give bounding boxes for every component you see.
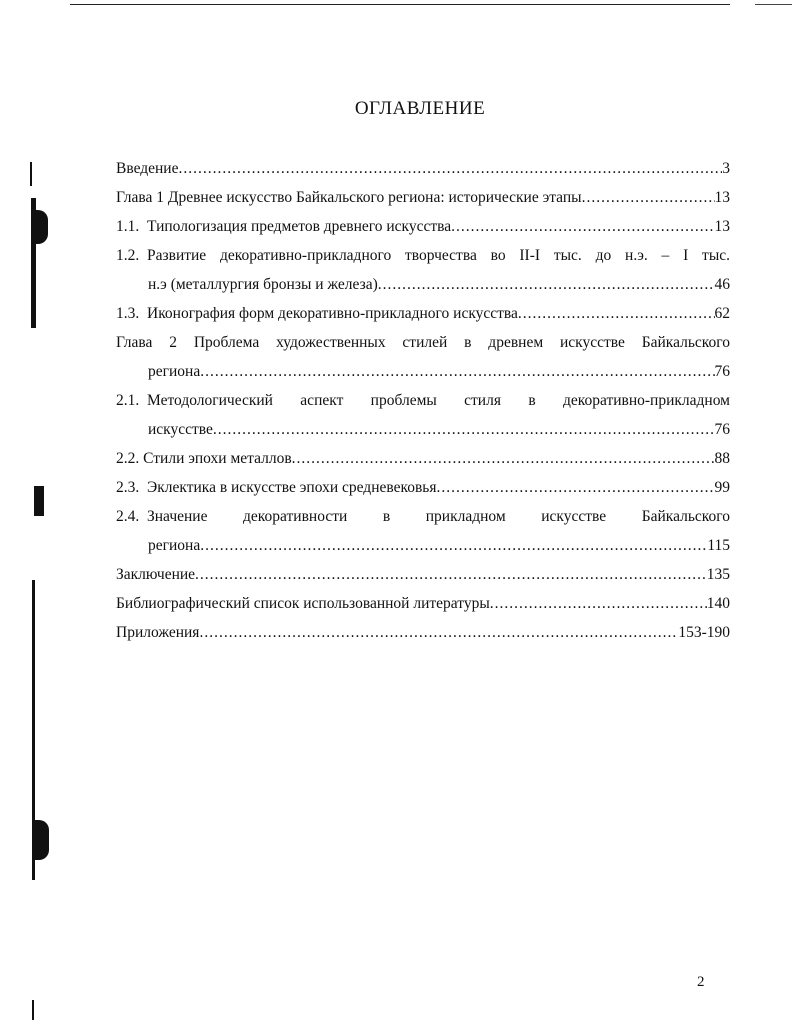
toc-entry-2-4-line1 [116, 502, 730, 531]
toc-entry-page: 135 [706, 566, 730, 583]
toc-entry-number: 1.3. [116, 305, 140, 322]
page-number: 2 [697, 974, 705, 990]
toc-entry-2-4-line2 [116, 531, 730, 560]
toc-entry-page: 140 [706, 595, 730, 612]
toc-entry-2-2 [116, 444, 730, 473]
toc-entry-conclusion [116, 560, 730, 589]
toc-entry-number: 2.2. [116, 450, 140, 467]
toc-entry-page: 88 [714, 450, 730, 467]
toc-entry-label: региона [148, 537, 201, 554]
toc-entry-number: 2.4. [116, 508, 140, 525]
scan-edge-mark [32, 1000, 34, 1020]
toc-entry-page: 99 [714, 479, 730, 496]
toc-entry-label: Иконография форм декоративно-прикладного искусства [147, 305, 518, 322]
toc-dot-leader [200, 357, 714, 386]
toc-dot-leader [292, 444, 715, 473]
toc-entry-number: 1.1. [116, 218, 140, 235]
toc-entry-label: искусстве [148, 421, 213, 438]
toc-entry-label: Эклектика в искусстве эпохи средневековья [147, 479, 437, 496]
toc-entry-introduction [116, 154, 730, 183]
toc-entry-page: 115 [707, 537, 730, 554]
toc-entry-label: Значение декоративности в прикладном искусстве Байкальского [147, 508, 730, 525]
toc-title: ОГЛАВЛЕНИЕ [354, 98, 486, 119]
toc-entry-page: 46 [714, 276, 730, 293]
toc-entry-1-3 [116, 299, 730, 328]
toc-entry-appendices [116, 618, 730, 647]
scan-top-rule-right [755, 4, 792, 5]
toc-entry-page: 62 [714, 305, 730, 322]
scan-edge-mark [34, 486, 44, 516]
toc-dot-leader [178, 154, 722, 183]
table-of-contents [116, 154, 730, 647]
toc-dot-leader [490, 589, 707, 618]
toc-dot-leader [199, 618, 678, 647]
toc-entry-number: 2.3. [116, 479, 140, 496]
toc-entry-label: Стили эпохи металлов [143, 450, 292, 467]
toc-dot-leader [436, 473, 714, 502]
toc-entry-chapter-2-line1 [116, 328, 730, 357]
toc-entry-label: Глава 2 Проблема художественных стилей в древнем искусстве Байкальского [116, 334, 730, 351]
toc-dot-leader [213, 415, 715, 444]
toc-entry-page: 13 [714, 189, 730, 206]
toc-entry-number: 2.1. [116, 392, 140, 409]
toc-entry-label: Методологический аспект проблемы стиля в декоративно-прикладном [147, 392, 730, 409]
toc-entry-label: н.э (металлургия бронзы и железа) [148, 276, 378, 293]
toc-entry-page: 153-190 [678, 624, 730, 641]
toc-dot-leader [195, 560, 707, 589]
scan-edge-mark [35, 820, 49, 860]
toc-dot-leader [518, 299, 715, 328]
toc-entry-1-1 [116, 212, 730, 241]
toc-dot-leader [451, 212, 714, 241]
toc-entry-label: Введение [116, 160, 179, 177]
toc-entry-label: Развитие декоративно-прикладного творчества во II-I тыс. до н.э. – I тыс. [147, 247, 730, 264]
scan-edge-mark [30, 162, 32, 186]
toc-entry-label: Заключение [116, 566, 196, 583]
toc-entry-2-1-line2 [116, 415, 730, 444]
scan-top-rule [70, 4, 730, 5]
toc-dot-leader [200, 531, 707, 560]
toc-entry-bibliography [116, 589, 730, 618]
toc-entry-2-1-line1 [116, 386, 730, 415]
toc-entry-chapter-1 [116, 183, 730, 212]
toc-entry-page: 76 [714, 363, 730, 380]
toc-entry-1-2-line2 [116, 270, 730, 299]
toc-entry-label: Приложения [116, 624, 200, 641]
toc-entry-chapter-2-line2 [116, 357, 730, 386]
toc-entry-page: 13 [714, 218, 730, 235]
scan-edge-mark [34, 210, 48, 244]
toc-dot-leader [582, 183, 715, 212]
toc-entry-label: Глава 1 Древнее искусство Байкальского региона: исторические этапы [116, 189, 582, 206]
toc-entry-1-2-line1 [116, 241, 730, 270]
toc-entry-number: 1.2. [116, 247, 140, 264]
toc-entry-label: региона [148, 363, 201, 380]
toc-entry-label: Типологизация предметов древнего искусства [147, 218, 452, 235]
toc-dot-leader [378, 270, 715, 299]
toc-entry-page: 76 [714, 421, 730, 438]
toc-entry-page: 3 [722, 160, 730, 177]
toc-entry-label: Библиографический список использованной литературы [116, 595, 490, 612]
toc-entry-2-3 [116, 473, 730, 502]
